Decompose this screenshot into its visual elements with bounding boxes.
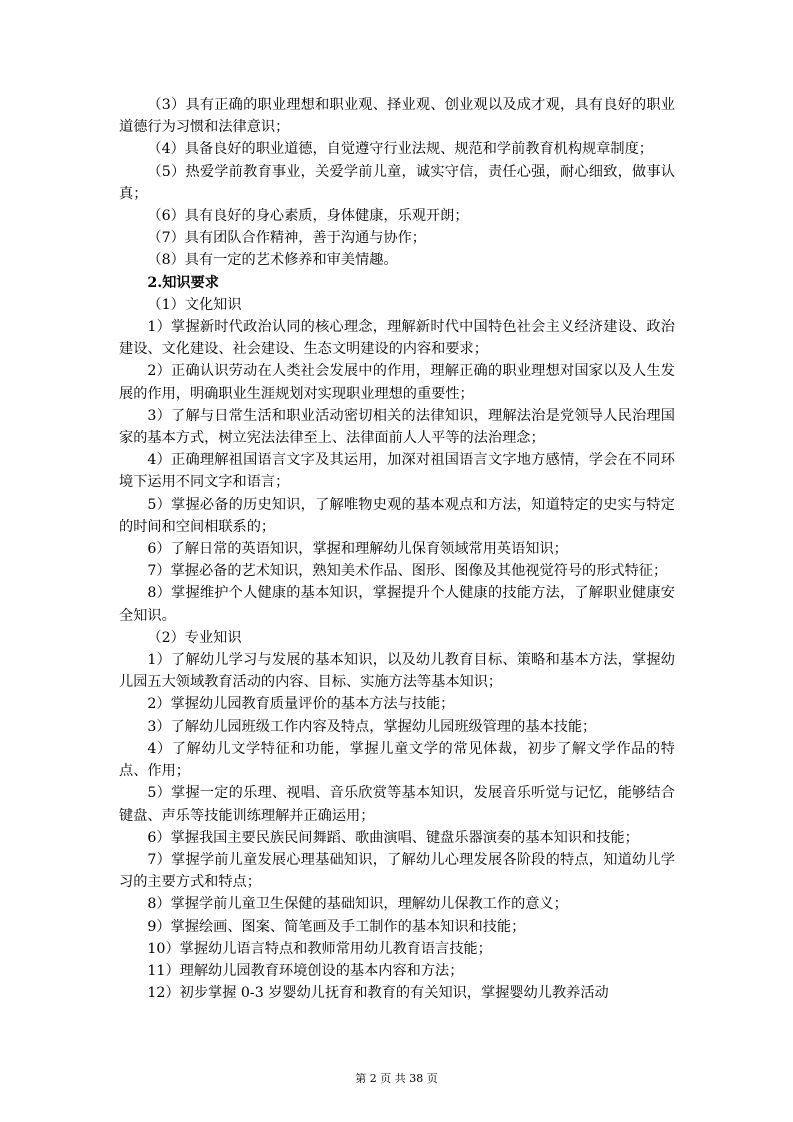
paragraph: 9）掌握绘画、图案、简笔画及手工制作的基本知识和技能；	[147, 918, 526, 935]
paragraph: 11）理解幼儿园教育环境创设的基本内容和方法；	[147, 962, 464, 979]
paragraph: 1）了解幼儿学习与发展的基本知识，以及幼儿教育目标、策略和基本方法，掌握幼儿园五大领域教育活动的内容、目标、实施方法等基本知识；	[119, 652, 675, 691]
paragraph: 2）掌握幼儿园教育质量评价的基本方法与技能；	[147, 696, 455, 713]
document-body	[119, 94, 675, 1004]
page-footer: 第 2 页 共 38 页	[355, 1072, 438, 1085]
paragraph: 6）了解日常的英语知识，掌握和理解幼儿保育领域常用英语知识；	[147, 541, 568, 558]
paragraph: （7）具有团队合作精神，善于沟通与协作；	[147, 230, 426, 247]
paragraph: （2）专业知识	[147, 629, 242, 646]
paragraph: （6）具有良好的身心素质，身体健康，乐观开朗；	[147, 208, 469, 225]
paragraph: 2）正确认识劳动在人类社会发展中的作用，理解正确的职业理想对国家以及人生发展的作用，明确职业生涯规划对实现职业理想的重要性；	[119, 363, 675, 402]
paragraph: 6）掌握我国主要民族民间舞蹈、歌曲演唱、键盘乐器演奏的基本知识和技能；	[147, 829, 639, 846]
paragraph: 3）了解与日常生活和职业活动密切相关的法律知识，理解法治是党领导人民治理国家的基本方式，树立宪法法律至上、法律面前人人平等的法治理念；	[119, 407, 675, 447]
paragraph: 1）掌握新时代政治认同的核心理念，理解新时代中国特色社会主义经济建设、政治建设、文化建设、社会建设、生态文明建设的内容和要求；	[119, 319, 675, 358]
paragraph: （3）具有正确的职业理想和职业观、择业观、创业观以及成才观，具有良好的职业道德行为习惯和法律意识；	[119, 97, 675, 136]
paragraph: 10）掌握幼儿语言特点和教师常用幼儿教育语言技能；	[147, 940, 492, 957]
paragraph: 3）了解幼儿园班级工作内容及特点，掌握幼儿园班级管理的基本技能；	[147, 718, 597, 735]
paragraph: 4）正确理解祖国语言文字及其运用，加深对祖国语言文字地方感情，学会在不同环境下运用不同文字和语言；	[119, 452, 675, 491]
paragraph: （8）具有一定的艺术修养和审美情趣。	[147, 252, 398, 269]
paragraph: 7）掌握必备的艺术知识，熟知美术作品、图形、图像及其他视觉符号的形式特征；	[147, 563, 668, 580]
paragraph: 8）掌握维护个人健康的基本知识，掌握提升个人健康的技能方法，了解职业健康安全知识。	[119, 585, 675, 624]
paragraph: （4）具备良好的职业道德，自觉遵守行业法规、规范和学前教育机构规章制度；	[147, 141, 653, 158]
paragraph: 12）初步掌握 0-3 岁婴幼儿抚育和教育的有关知识，掌握婴幼儿教养活动	[147, 985, 609, 1002]
paragraph: （1）文化知识	[147, 296, 242, 313]
paragraph: 5）掌握一定的乐理、视唱、音乐欣赏等基本知识，发展音乐听觉与记忆，能够结合键盘、声乐等技能训练理解并正确运用；	[119, 785, 675, 824]
paragraph: 8）掌握学前儿童卫生保健的基础知识，理解幼儿保教工作的意义；	[147, 896, 568, 913]
paragraph: 7）掌握学前儿童发展心理基础知识，了解幼儿心理发展各阶段的特点，知道幼儿学习的主要方式和特点；	[119, 851, 675, 891]
paragraph: （5）热爱学前教育事业，关爱学前儿童，诚实守信，责任心强，耐心细致，做事认真；	[119, 163, 675, 202]
section-heading: 2.知识要求	[147, 274, 219, 291]
paragraph: 4）了解幼儿文学特征和功能，掌握儿童文学的常见体裁，初步了解文学作品的特点、作用；	[119, 740, 675, 780]
paragraph: 5）掌握必备的历史知识，了解唯物史观的基本观点和方法，知道特定的史实与特定的时间和空间相联系的；	[119, 496, 675, 535]
